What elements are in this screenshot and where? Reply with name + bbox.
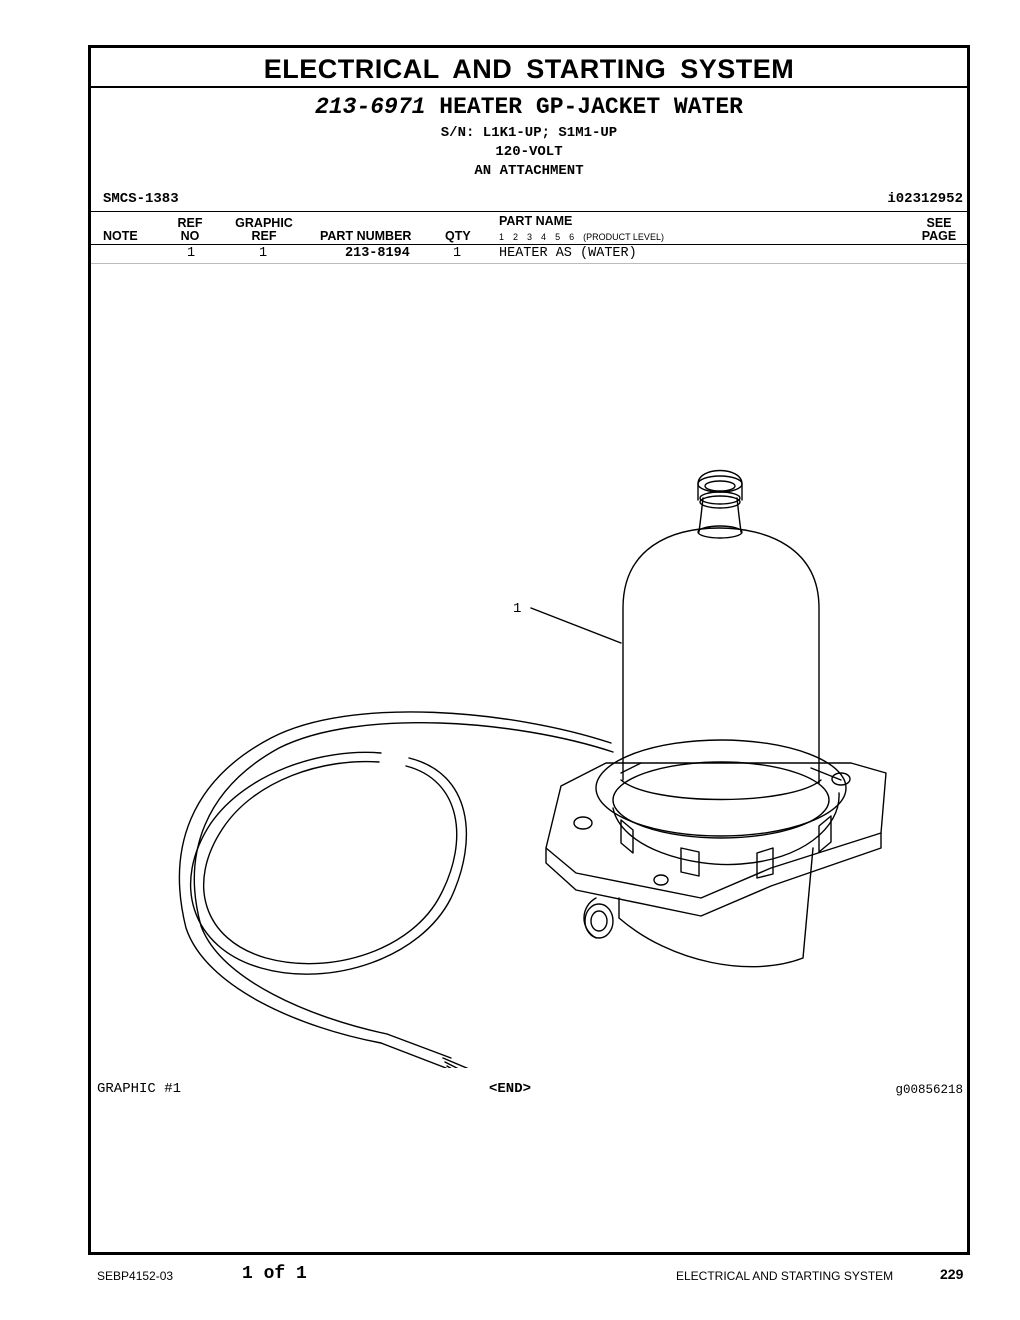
header-ref-no-line2: NO <box>180 229 200 243</box>
footer-page-of: 1 of 1 <box>242 1264 307 1284</box>
voltage-line: 120-VOLT <box>495 144 563 160</box>
header-part-name: PART NAME <box>499 214 573 228</box>
row-part-number: 213-8194 <box>345 246 410 261</box>
row-qty: 1 <box>453 246 462 261</box>
smcs-code: SMCS-1383 <box>103 191 179 207</box>
header-qty: QTY <box>445 229 471 243</box>
header-ref-no-line1: REF <box>177 216 203 230</box>
level-5: 5 <box>555 232 561 242</box>
level-3: 3 <box>527 232 533 242</box>
row-graphic-ref: 1 <box>259 246 268 261</box>
heater-illustration <box>151 428 911 1068</box>
row-ref-no: 1 <box>187 246 196 261</box>
level-1: 1 <box>499 232 505 242</box>
level-4: 4 <box>541 232 547 242</box>
graphic-label: GRAPHIC #1 <box>97 1081 182 1097</box>
table-header <box>91 211 967 245</box>
group-number: 213-6971 <box>315 94 426 120</box>
header-graphic-ref-line2: REF <box>251 229 277 243</box>
graphic-id: g00856218 <box>895 1083 963 1097</box>
header-ref-no <box>177 217 203 243</box>
footer-page-number: 229 <box>940 1266 964 1282</box>
page-frame <box>88 45 970 1255</box>
group-title <box>91 94 967 120</box>
group-name: HEATER GP-JACKET WATER <box>439 94 743 120</box>
level-2: 2 <box>513 232 519 242</box>
footer-document-number: SEBP4152-03 <box>97 1269 174 1283</box>
header-graphic-ref-line1: GRAPHIC <box>235 216 293 230</box>
level-6: 6 <box>569 232 575 242</box>
header-graphic-ref <box>231 217 297 243</box>
attachment-line: AN ATTACHMENT <box>474 163 584 179</box>
callout-1: 1 <box>513 601 522 617</box>
header-note: NOTE <box>103 229 138 243</box>
header-see-page <box>919 217 959 243</box>
end-marker: <END> <box>489 1081 532 1097</box>
product-levels <box>499 232 673 242</box>
header-see-page-line2: PAGE <box>921 229 957 243</box>
serial-numbers: S/N: L1K1-UP; S1M1-UP <box>440 125 618 141</box>
product-level-label: (PRODUCT LEVEL) <box>583 232 664 242</box>
section-title: ELECTRICAL AND STARTING SYSTEM <box>91 48 967 88</box>
table-row <box>91 245 967 264</box>
document-id: i02312952 <box>887 191 963 207</box>
header-part-number: PART NUMBER <box>320 229 412 243</box>
row-part-name: HEATER AS (WATER) <box>499 246 637 261</box>
footer-system-name: ELECTRICAL AND STARTING SYSTEM <box>676 1269 894 1283</box>
header-see-page-line1: SEE <box>926 216 952 230</box>
